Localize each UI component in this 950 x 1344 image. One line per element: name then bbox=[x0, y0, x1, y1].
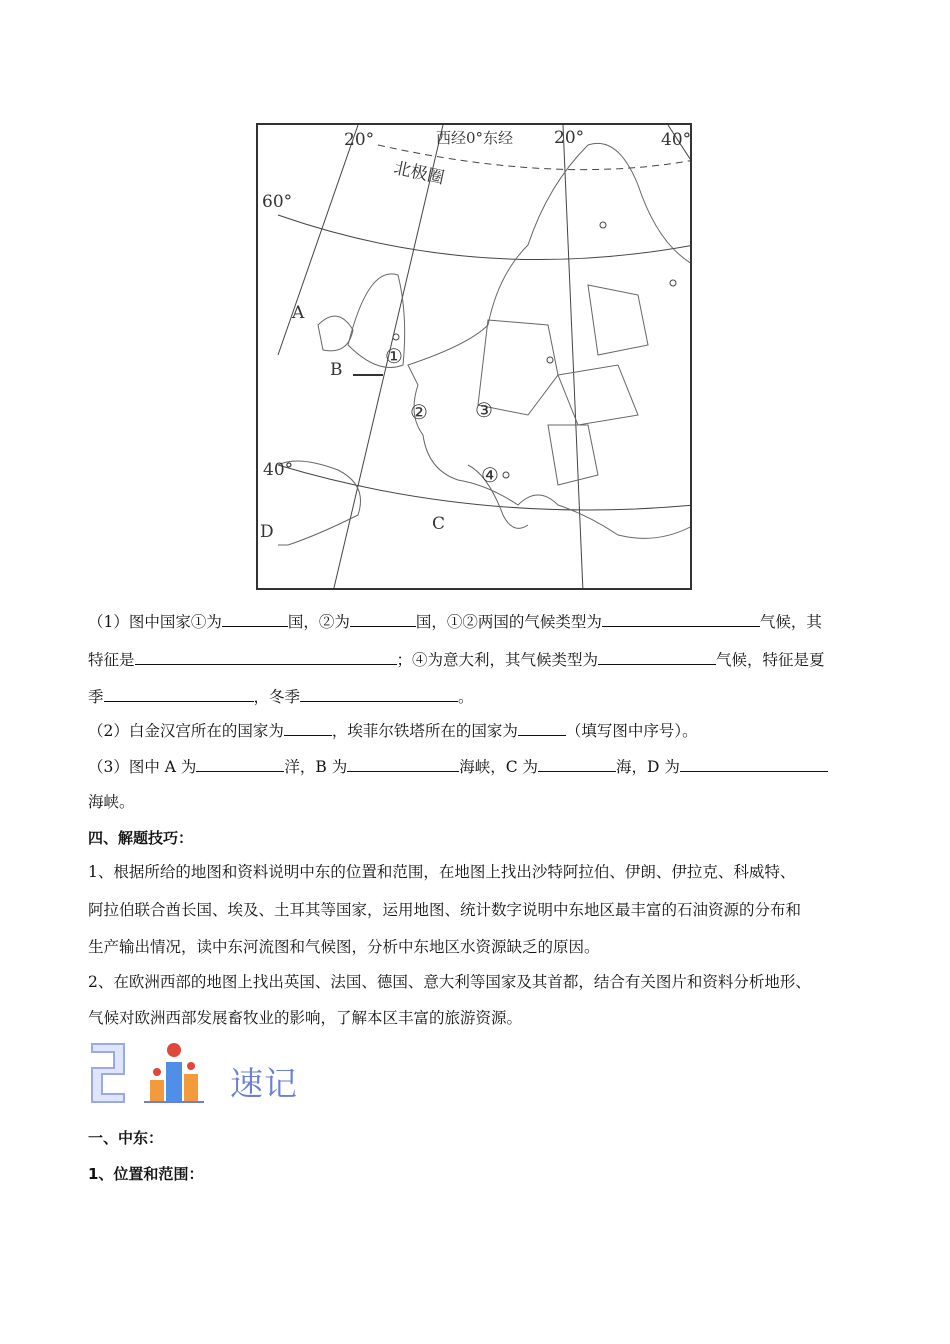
q2-text-a: （2）白金汉宫所在的国家为 bbox=[88, 722, 284, 740]
q2-blank-palace[interactable] bbox=[284, 720, 332, 736]
q1-text-j: 。 bbox=[458, 688, 474, 706]
q2-blank-tower[interactable] bbox=[518, 720, 566, 736]
q1-blank-climate4[interactable] bbox=[598, 649, 716, 665]
label-c: C bbox=[432, 514, 446, 534]
europe-map bbox=[256, 123, 692, 590]
lon-mid-label: 西经0°东经 bbox=[436, 129, 514, 147]
q1-text-g: 气候，特征是夏 bbox=[716, 651, 825, 669]
q2-text-c: （填写图中序号）。 bbox=[565, 722, 698, 740]
question-3-line-1 bbox=[88, 756, 828, 777]
section-4-p2-line-2: 气候对欧洲西部发展畜牧业的影响，了解本区丰富的旅游资源。 bbox=[88, 1009, 523, 1027]
q3-text-a: （3）图中 A 为 bbox=[88, 758, 197, 776]
q3-text-d: 海，D 为 bbox=[616, 758, 680, 776]
question-1-line-2 bbox=[88, 649, 825, 670]
q1-blank-country2[interactable] bbox=[350, 611, 416, 627]
map-drawing bbox=[258, 125, 692, 590]
q1-text-b: 国，②为 bbox=[287, 613, 350, 631]
label-a: A bbox=[292, 303, 305, 323]
country-3-label: ③ bbox=[475, 398, 493, 422]
lat40-label: 40° bbox=[263, 460, 294, 480]
section-4-p2-line-1: 2、在欧洲西部的地图上找出英国、法国、德国、意大利等国家及其首都，结合有关图片和资料分析地形、 bbox=[88, 973, 811, 991]
q3-blank-ocean[interactable] bbox=[196, 756, 284, 772]
q1-text-d: 气候，其 bbox=[759, 613, 822, 631]
country-4-label: ④ bbox=[481, 463, 499, 487]
section-1-heading: 一、中东： bbox=[88, 1129, 164, 1147]
q1-blank-climate12[interactable] bbox=[602, 611, 760, 627]
q1-blank-feature12[interactable] bbox=[135, 649, 397, 665]
label-d: D bbox=[260, 522, 274, 542]
q3-text-b: 洋，B 为 bbox=[284, 758, 348, 776]
number-2-icon bbox=[92, 1044, 124, 1102]
country-1-label: ① bbox=[385, 344, 403, 368]
q3-blank-sea[interactable] bbox=[538, 756, 616, 772]
section-4-heading: 四、解题技巧： bbox=[88, 829, 194, 847]
lon-e20-label: 20° bbox=[554, 128, 585, 148]
q1-blank-summer[interactable] bbox=[104, 686, 254, 702]
section-4-p1-line-2: 阿拉伯联合酋长国、埃及、土耳其等国家，运用地图、统计数字说明中东地区最丰富的石油资源的分布和 bbox=[88, 901, 802, 919]
arctic-circle-label: 北极圈 bbox=[391, 158, 447, 189]
lat60-label: 60° bbox=[262, 192, 293, 212]
question-1-line-1 bbox=[88, 611, 822, 632]
question-3-line-2: 海峡。 bbox=[88, 793, 135, 811]
q1-text-e: 特征是 bbox=[88, 651, 135, 669]
q1-text-f: ；④为意大利，其气候类型为 bbox=[396, 651, 599, 669]
section-4-p1-line-1: 1、根据所给的地图和资料说明中东的位置和范围，在地图上找出沙特阿拉伯、伊朗、伊拉克、科威特、 bbox=[88, 863, 796, 881]
country-2-label: ② bbox=[410, 400, 428, 424]
question-2-line bbox=[88, 720, 698, 741]
q3-blank-strait-b[interactable] bbox=[347, 756, 459, 772]
q1-text-h: 季 bbox=[88, 688, 104, 706]
q1-text-a: （1）图中国家①为 bbox=[88, 613, 222, 631]
podium-trophy-icon bbox=[144, 1043, 204, 1103]
q1-blank-country1[interactable] bbox=[222, 611, 288, 627]
question-1-line-3 bbox=[88, 686, 474, 707]
lon-w20-label: 20° bbox=[344, 130, 375, 150]
q1-text-c: 国，①②两国的气候类型为 bbox=[415, 613, 602, 631]
section-4-p1-line-3: 生产输出情况，读中东河流图和气候图，分析中东地区水资源缺乏的原因。 bbox=[88, 938, 600, 956]
speed-notes-title: 速记 bbox=[230, 1064, 298, 1103]
q2-text-b: ，埃菲尔铁塔所在的国家为 bbox=[331, 722, 518, 740]
label-b: B bbox=[330, 360, 343, 380]
q1-text-i: ，冬季 bbox=[253, 688, 301, 706]
q3-blank-strait-d[interactable] bbox=[680, 756, 828, 772]
q1-blank-winter[interactable] bbox=[300, 686, 458, 702]
q3-text-c: 海峡，C 为 bbox=[459, 758, 539, 776]
section-1-subheading: 1、位置和范围： bbox=[88, 1165, 204, 1183]
lon-e40-label: 40° bbox=[661, 130, 692, 150]
